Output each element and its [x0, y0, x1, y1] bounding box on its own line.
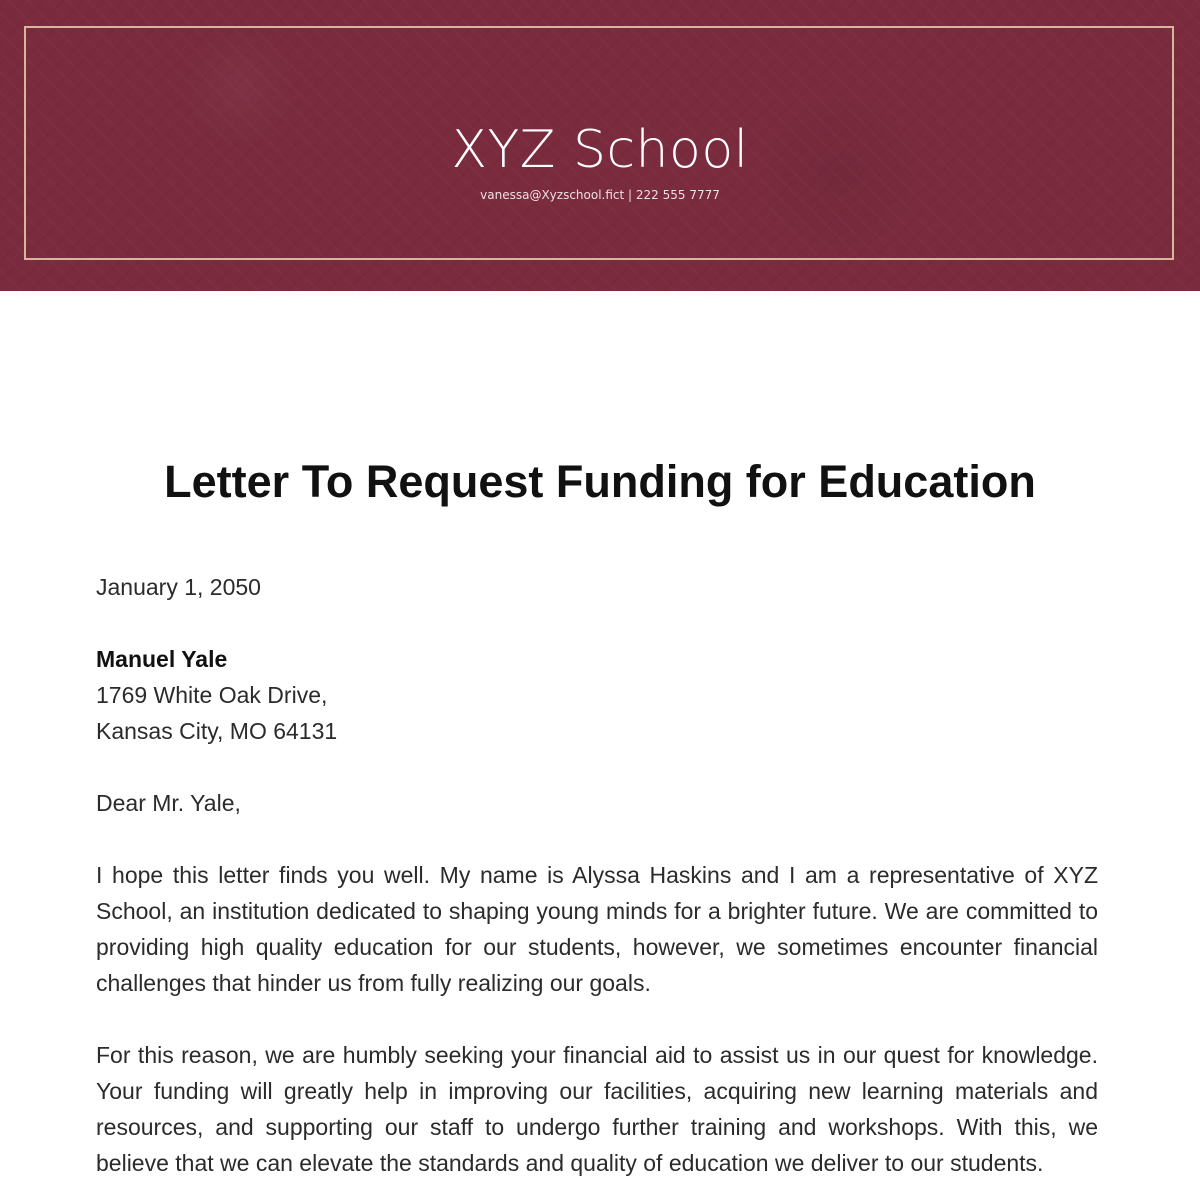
letter-paragraph: I hope this letter finds you well. My name is Alyssa Haskins and I am a representative of XYZ School, an institution dedicated to shaping young minds for a brighter future. We are committed to providing high quality education for our students, however, we sometimes encounter financial challenges that hinder us from fully realizing our goals. [96, 862, 1098, 996]
recipient-block [96, 641, 1098, 749]
recipient-address-line-2: Kansas City, MO 64131 [96, 718, 338, 744]
letter-paragraph: For this reason, we are humbly seeking your financial aid to assist us in our quest for knowledge. Your funding will greatly help in improving our facilities, acquiring new learning materials and resources, and supporting our staff to undergo further training and workshops. With this, we believe that we can elevate the standards and quality of education we deliver to our students. [96, 1042, 1098, 1176]
letter-greeting: Dear Mr. Yale, [96, 790, 241, 816]
letter-title: Letter To Request Funding for Education [164, 456, 1036, 507]
school-contact-info: vanessa@Xyzschool.fict | 222 555 7777 [480, 188, 720, 202]
letterhead-banner [0, 0, 1200, 291]
letter-date: January 1, 2050 [96, 574, 261, 600]
recipient-address-line-1: 1769 White Oak Drive, [96, 682, 328, 708]
school-name: XYZ School [451, 120, 749, 180]
recipient-name: Manuel Yale [96, 646, 228, 672]
